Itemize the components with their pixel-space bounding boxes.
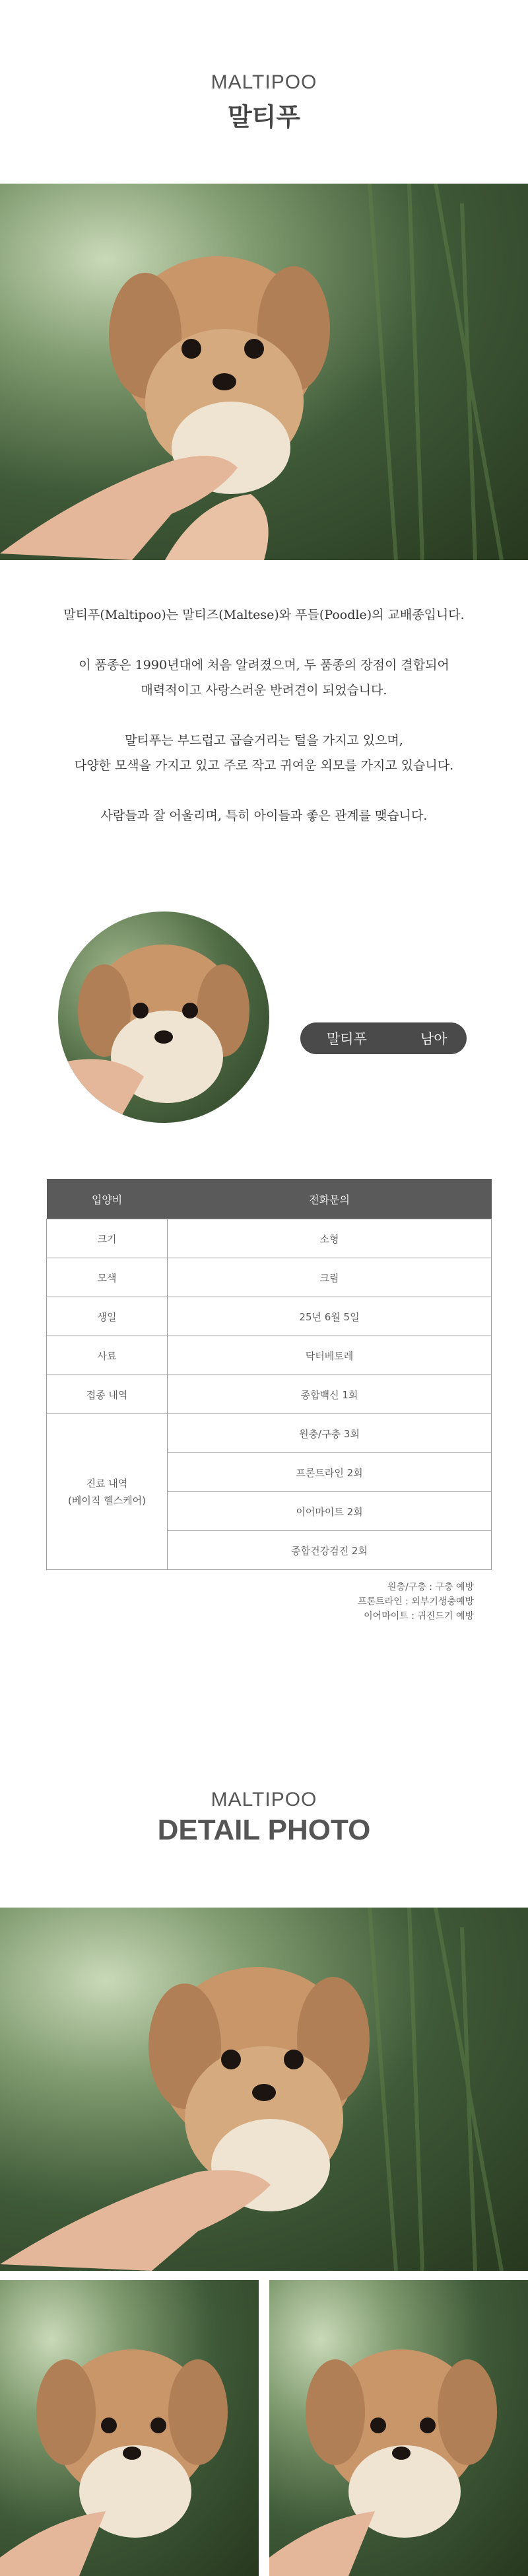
row-label: 크기 (47, 1219, 168, 1258)
table-row (47, 1336, 492, 1375)
table-row (47, 1219, 492, 1258)
row-value: 닥터베토레 (168, 1336, 492, 1375)
detail-title-en: MALTIPOO (211, 1789, 317, 1810)
intro-paragraph-3: 말티푸는 부드럽고 곱슬거리는 털을 가지고 있으며, 다양한 모색을 가지고 있고 주로 작고 귀여운 외모를 가지고 있습니다. (74, 733, 454, 773)
profile-puppy-photo (58, 912, 269, 1123)
table-header-left: 입양비 (47, 1179, 168, 1219)
notes (358, 1580, 474, 1624)
intro-text (0, 602, 528, 853)
hero-puppy-photo (0, 184, 528, 560)
care-label: 진료 내역 (베이직 헬스케어) (47, 1414, 168, 1570)
table-row (47, 1414, 492, 1453)
row-value: 크림 (168, 1258, 492, 1297)
table-row (47, 1297, 492, 1336)
note-line: 이어마이트 : 귀진드기 예방 (364, 1611, 474, 1622)
row-value: 소형 (168, 1219, 492, 1258)
intro-paragraph-4: 사람들과 잘 어울리며, 특히 아이들과 좋은 관계를 맺습니다. (100, 808, 428, 823)
page-header (0, 71, 528, 133)
care-item: 이어마이트 2회 (168, 1492, 492, 1531)
pet-name: 말티푸 (327, 1031, 367, 1047)
intro-paragraph-1: 말티푸(Maltipoo)는 말티즈(Maltese)와 푸들(Poodle)의 교배종입니다. (63, 608, 465, 622)
info-table (46, 1179, 492, 1570)
row-label: 생일 (47, 1297, 168, 1336)
row-label: 모색 (47, 1258, 168, 1297)
table-row (47, 1258, 492, 1297)
row-label: 접종 내역 (47, 1375, 168, 1414)
detail-puppy-photo-1 (0, 1908, 528, 2271)
pet-sex: 남아 (420, 1031, 447, 1047)
name-badge (300, 1022, 467, 1054)
detail-title: DETAIL PHOTO (157, 1814, 371, 1846)
care-item: 종합건강검진 2회 (168, 1531, 492, 1570)
care-item: 원충/구충 3회 (168, 1414, 492, 1453)
row-value: 종합백신 1회 (168, 1375, 492, 1414)
title-ko: 말티푸 (227, 102, 301, 131)
title-en: MALTIPOO (211, 71, 317, 93)
note-line: 프론트라인 : 외부기생충예방 (358, 1596, 474, 1607)
detail-puppy-photo-2 (0, 2280, 259, 2576)
table-header-right: 전화문의 (168, 1179, 492, 1219)
table-row (47, 1375, 492, 1414)
note-line: 원충/구충 : 구충 예방 (387, 1582, 474, 1592)
detail-header (0, 1789, 528, 1847)
care-item: 프론트라인 2회 (168, 1453, 492, 1492)
intro-paragraph-2: 이 품종은 1990년대에 처음 알려졌으며, 두 품종의 장점이 결합되어 매력적이고 사랑스러운 반려견이 되었습니다. (79, 658, 449, 698)
row-label: 사료 (47, 1336, 168, 1375)
table-header-row (47, 1179, 492, 1219)
detail-puppy-photo-3 (269, 2280, 528, 2576)
row-value: 25년 6월 5일 (168, 1297, 492, 1336)
